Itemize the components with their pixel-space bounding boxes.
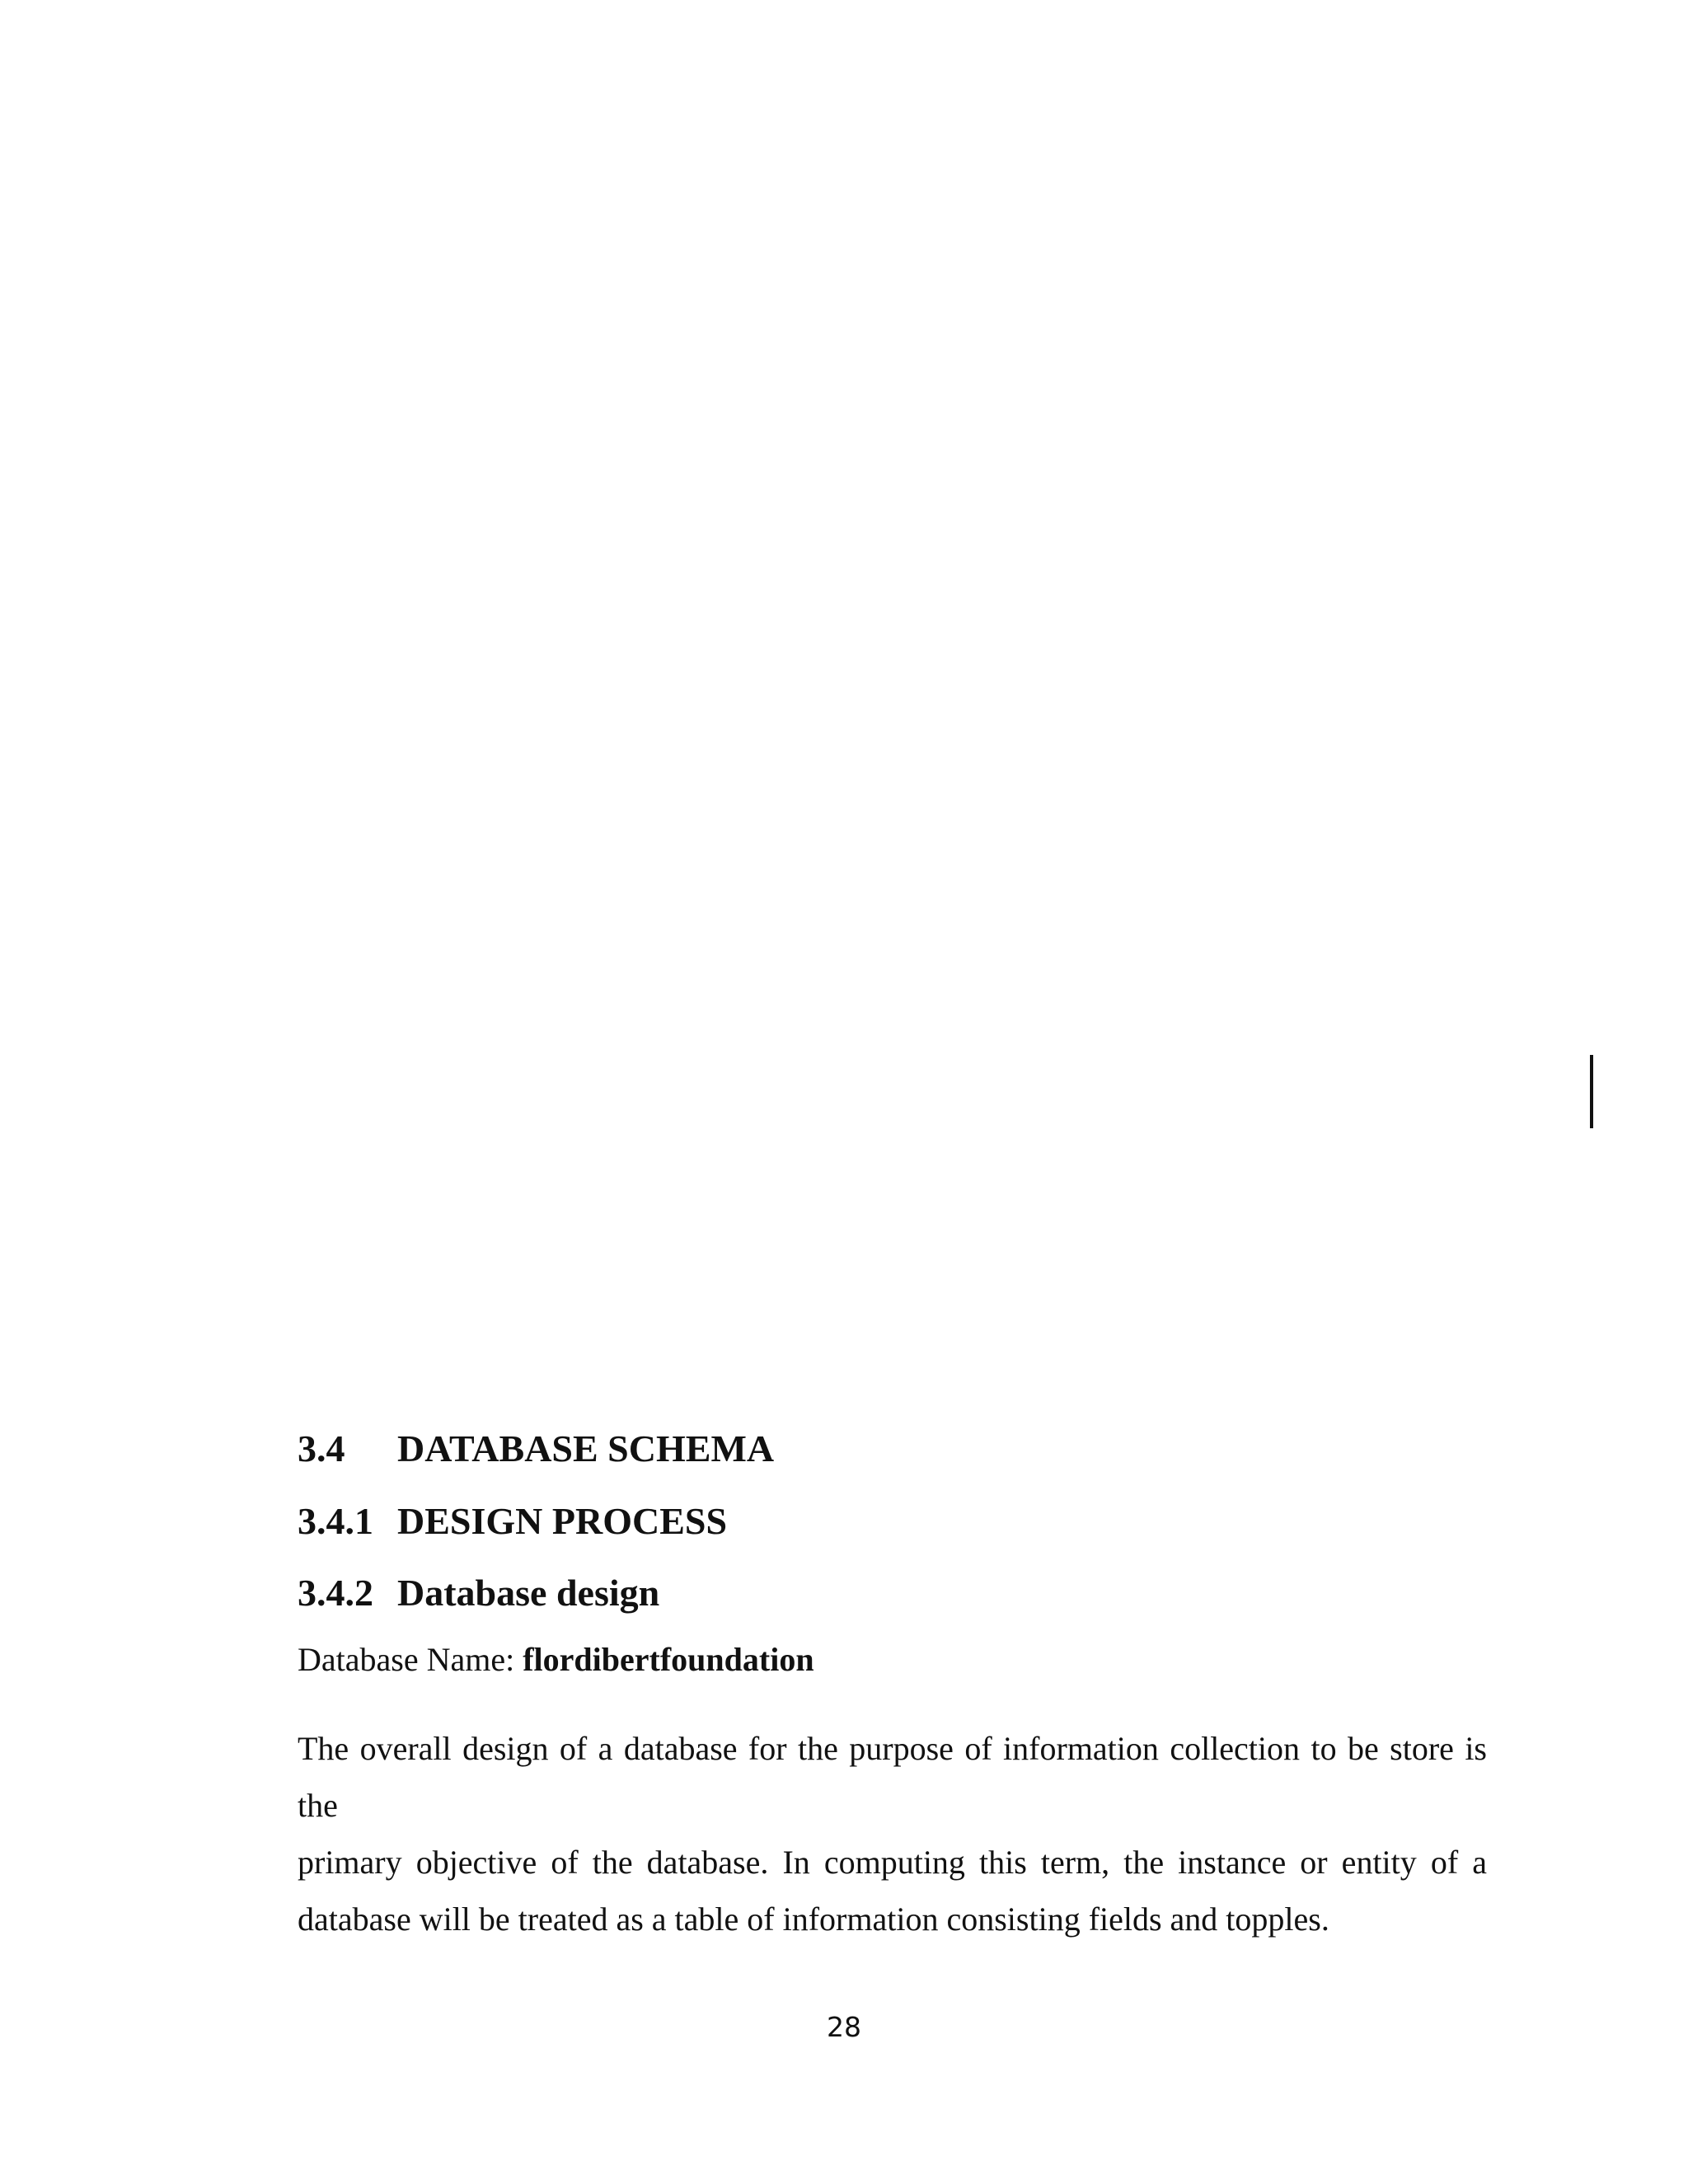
- section-title: Database design: [397, 1572, 660, 1614]
- section-number: 3.4.1: [298, 1500, 373, 1542]
- body-paragraph: [298, 1720, 1487, 1947]
- paragraph-line: primary objective of the database. In computing this term, the instance or entity of a: [298, 1844, 1487, 1881]
- page-number: 28: [827, 2011, 861, 2043]
- paragraph-line: database will be treated as a table of information consisting fields and topples.: [298, 1900, 1329, 1938]
- section-heading-3-4-1: [298, 1498, 727, 1544]
- database-name-line: [298, 1639, 814, 1680]
- section-heading-3-4-2: [298, 1570, 659, 1616]
- section-number: 3.4: [298, 1427, 345, 1469]
- section-title: DESIGN PROCESS: [397, 1500, 728, 1542]
- paragraph-line: The overall design of a database for the purpose of information collection to be store is the: [298, 1730, 1487, 1824]
- section-number: 3.4.2: [298, 1572, 373, 1614]
- database-name-value: flordibertfoundation: [523, 1641, 814, 1678]
- section-heading-3-4: [298, 1426, 774, 1472]
- section-title: DATABASE SCHEMA: [397, 1427, 775, 1469]
- database-name-label: Database Name:: [298, 1641, 515, 1678]
- revision-change-bar: [1590, 1055, 1593, 1128]
